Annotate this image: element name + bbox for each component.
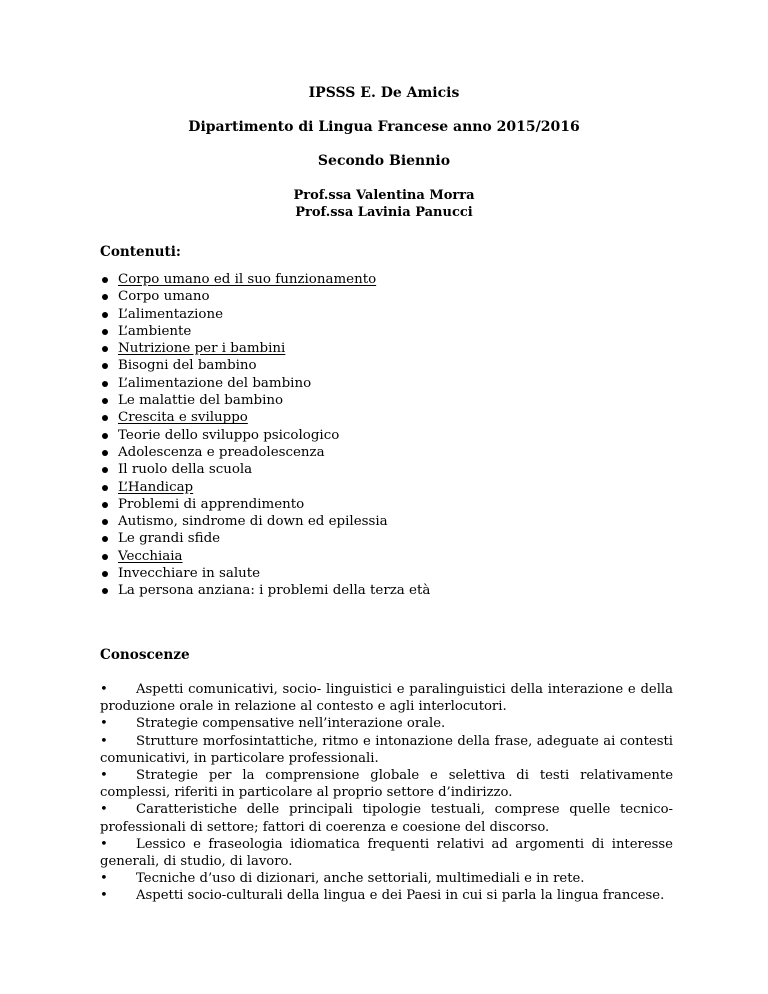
bullet-icon — [102, 502, 108, 508]
knowledge-heading: Conoscenze — [100, 647, 190, 663]
contents-item — [100, 375, 430, 392]
knowledge-item-text: Caratteristiche delle principali tipologie testuali, comprese quelle tecnico-professionali di settore; fattori di coerenza e coesione del discorso. — [100, 802, 673, 835]
bullet-icon — [102, 363, 108, 369]
bullet-icon — [102, 294, 108, 300]
contents-item — [100, 461, 430, 478]
knowledge-bullet: • — [100, 836, 108, 852]
bullet-icon — [102, 571, 108, 577]
knowledge-item-text: Strutture morfosintattiche, ritmo e intonazione della frase, adeguate ai contesti comunicativi, in particolare professionali. — [100, 733, 673, 766]
contents-item — [100, 427, 430, 444]
bullet-icon — [102, 381, 108, 387]
contents-item-text: L’Handicap — [118, 479, 194, 495]
knowledge-item — [100, 733, 673, 767]
contents-item — [100, 479, 430, 496]
contents-item — [100, 409, 430, 426]
bullet-icon — [102, 554, 108, 560]
knowledge-bullet: • — [100, 733, 108, 749]
school-title: IPSSS E. De Amicis — [308, 85, 460, 101]
contents-item-text: Le malattie del bambino — [118, 393, 284, 409]
contents-item-text: Il ruolo della scuola — [118, 462, 253, 478]
contents-item-text: Teorie dello sviluppo psicologico — [118, 427, 340, 443]
bullet-icon — [102, 312, 108, 318]
bullet-icon — [102, 588, 108, 594]
knowledge-item — [100, 887, 673, 904]
bullet-icon — [102, 519, 108, 525]
knowledge-item — [100, 870, 673, 887]
contents-item — [100, 496, 430, 513]
contents-item — [100, 357, 430, 374]
contents-item — [100, 288, 430, 305]
bullet-icon — [102, 536, 108, 542]
bullet-icon — [102, 329, 108, 335]
contents-item-text: Adolescenza e preadolescenza — [118, 444, 325, 460]
contents-item — [100, 444, 430, 461]
knowledge-bullet: • — [100, 716, 108, 732]
contents-item — [100, 392, 430, 409]
contents-item-text: Bisogni del bambino — [118, 358, 257, 374]
knowledge-item-text: Strategie compensative nell’interazione orale. — [136, 716, 446, 732]
department-title: Dipartimento di Lingua Francese anno 2015/2016 — [188, 119, 580, 135]
bullet-icon — [102, 485, 108, 491]
contents-item-text: Nutrizione per i bambini — [118, 341, 286, 357]
contents-item — [100, 548, 430, 565]
bullet-icon — [102, 415, 108, 421]
knowledge-item — [100, 715, 673, 732]
knowledge-item — [100, 681, 673, 715]
contents-item — [100, 271, 430, 288]
contents-item — [100, 340, 430, 357]
bullet-icon — [102, 346, 108, 352]
contents-item-text: Crescita e sviluppo — [118, 410, 248, 426]
bullet-icon — [102, 433, 108, 439]
contents-heading: Contenuti: — [100, 244, 181, 260]
teacher-1: Prof.ssa Valentina Morra — [293, 188, 475, 203]
knowledge-item — [100, 767, 673, 801]
contents-item-text: Corpo umano — [118, 289, 210, 305]
knowledge-item — [100, 836, 673, 870]
contents-item — [100, 306, 430, 323]
bullet-icon — [102, 398, 108, 404]
contents-item — [100, 323, 430, 340]
contents-list — [100, 271, 430, 600]
bullet-icon — [102, 467, 108, 473]
contents-item-text: Autismo, sindrome di down ed epilessia — [118, 514, 388, 530]
contents-item-text: Vecchiaia — [118, 548, 183, 564]
contents-item-text: L’alimentazione — [118, 306, 224, 322]
knowledge-item-text: Strategie per la comprensione globale e selettiva di testi relativamente complessi, riferiti in particolare al proprio settore d’indirizzo. — [100, 768, 673, 801]
contents-item — [100, 582, 430, 599]
contents-item — [100, 513, 430, 530]
knowledge-item-text: Lessico e fraseologia idiomatica frequenti relativi ad argomenti di interesse generali, di studio, di lavoro. — [100, 836, 673, 870]
knowledge-bullet: • — [100, 888, 108, 904]
contents-item-text: L’alimentazione del bambino — [118, 375, 312, 391]
knowledge-list — [100, 681, 673, 905]
level-title: Secondo Biennio — [317, 153, 451, 169]
contents-item-text: Le grandi sfide — [118, 531, 221, 547]
knowledge-bullet: • — [100, 871, 108, 887]
contents-item-text: Corpo umano ed il suo funzionamento — [118, 272, 377, 287]
contents-item-text: Invecchiare in salute — [118, 566, 261, 582]
knowledge-bullet: • — [100, 802, 108, 818]
contents-item-text: La persona anziana: i problemi della terza età — [118, 583, 431, 599]
knowledge-item-text: Tecniche d’uso di dizionari, anche settoriali, multimediali e in rete. — [136, 871, 585, 887]
knowledge-item-text: Aspetti socio-culturali della lingua e dei Paesi in cui si parla la lingua francese. — [136, 888, 665, 904]
knowledge-item-text: Aspetti comunicativi, socio- linguistici e paralinguistici della interazione e della produzione orale in relazione al contesto e agli interlocutori. — [100, 682, 673, 715]
contents-item-text: L’ambiente — [118, 323, 192, 339]
knowledge-item — [100, 801, 673, 835]
knowledge-bullet: • — [100, 682, 108, 697]
contents-item — [100, 530, 430, 547]
knowledge-bullet: • — [100, 768, 108, 784]
bullet-icon — [102, 450, 108, 456]
bullet-icon — [102, 277, 108, 283]
contents-item — [100, 565, 430, 582]
contents-item-text: Problemi di apprendimento — [118, 496, 305, 512]
teacher-2: Prof.ssa Lavinia Panucci — [295, 205, 473, 220]
